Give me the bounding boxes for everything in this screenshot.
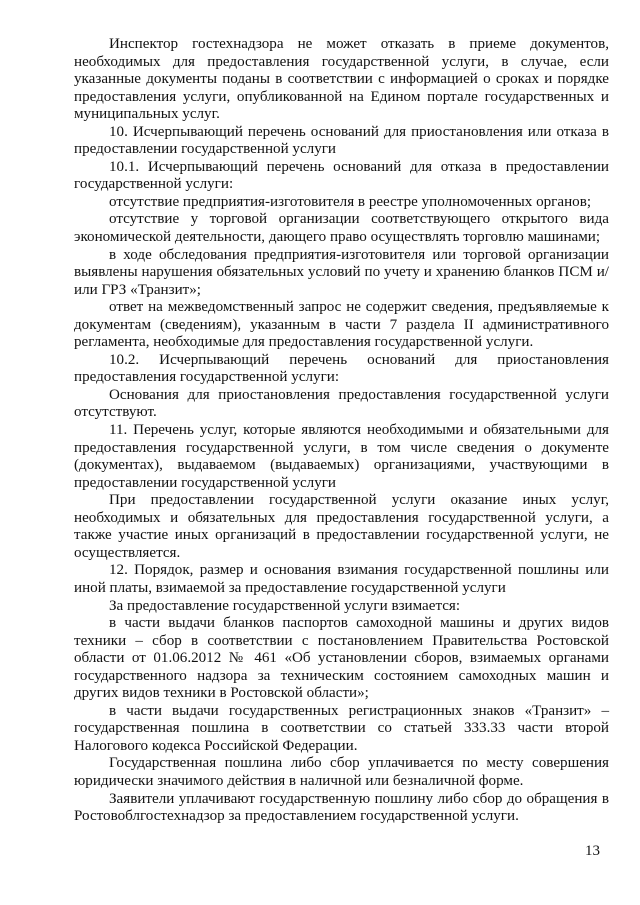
paragraph-2: 10. Исчерпывающий перечень оснований для приостановления или отказа в предоставлении государственной услуги (74, 123, 609, 158)
paragraph-13: За предоставление государственной услуги взимается: (109, 597, 461, 614)
page-number: 13 (585, 843, 600, 859)
paragraph-10: 11. Перечень услуг, которые являются необходимыми и обязательными для предоставления государственной услуги, в том числе сведения о документе (документах), выдаваемом (выдаваемых) организациями, участвующими в предоставлении государственной услуги (74, 422, 609, 491)
paragraph-14: в части выдачи бланков паспортов самоходной машины и других видов техники – сбор в соответствии с постановлением Правительства Ростовской области от 01.06.2012 № 461 «Об установлении сборов, взимаемых органами государственного надзора за техническим состоянием самоходных машин и других видов техники в Ростовской области»; (74, 615, 609, 702)
paragraph-3: 10.1. Исчерпывающий перечень оснований для отказа в предоставлении государственной услуги: (74, 158, 609, 193)
paragraph-4: отсутствие предприятия-изготовителя в реестре уполномоченных органов; (109, 193, 592, 210)
paragraph-9: Основания для приостановления предоставления государственной услуги отсутствуют. (74, 386, 609, 421)
paragraph-11: При предоставлении государственной услуги оказание иных услуг, необходимых и обязательных для предоставления государственной услуги, а также участие иных организаций в предоставлении государственной услуги, не осуществляется. (74, 492, 609, 561)
paragraph-17: Заявители уплачивают государственную пошлину либо сбор до обращения в Ростовоблгостехнадзор за предоставлением государственной услуги. (74, 790, 609, 825)
paragraph-8: 10.2. Исчерпывающий перечень оснований для приостановления предоставления государственной услуги: (74, 351, 609, 386)
paragraph-6: в ходе обследования предприятия-изготовителя или торговой организации выявлены нарушения обязательных условий по учету и хранению бланков ПСМ и/или ГРЗ «Транзит»; (74, 246, 609, 298)
paragraph-12: 12. Порядок, размер и основания взимания государственной пошлины или иной платы, взимаемой за предоставление государственной услуги (74, 562, 609, 596)
document-body (74, 36, 609, 826)
paragraph-16: Государственная пошлина либо сбор уплачивается по месту совершения юридически значимого действия в наличной или безналичной форме. (74, 755, 609, 789)
paragraph-5: отсутствие у торговой организации соответствующего открытого вида экономической деятельности, дающего право осуществлять торговлю машинами; (74, 211, 609, 246)
paragraph-1: Инспектор гостехнадзора не может отказать в приеме документов, необходимых для предоставления государственной услуги, в случае, если указанные документы поданы в соответствии с информацией о сроках и порядке предоставления услуги, опубликованной на Едином портале государственных и муниципальных услуг. (74, 36, 609, 123)
paragraph-15: в части выдачи государственных регистрационных знаков «Транзит» – государственная пошлина в соответствии со статьей 333.33 части второй Налогового кодекса Российской Федерации. (74, 702, 609, 754)
paragraph-7: ответ на межведомственный запрос не содержит сведения, предъявляемые к документам (сведениям), указанным в части 7 раздела II административного регламента, необходимые для предоставления государственной услуги. (74, 299, 609, 351)
